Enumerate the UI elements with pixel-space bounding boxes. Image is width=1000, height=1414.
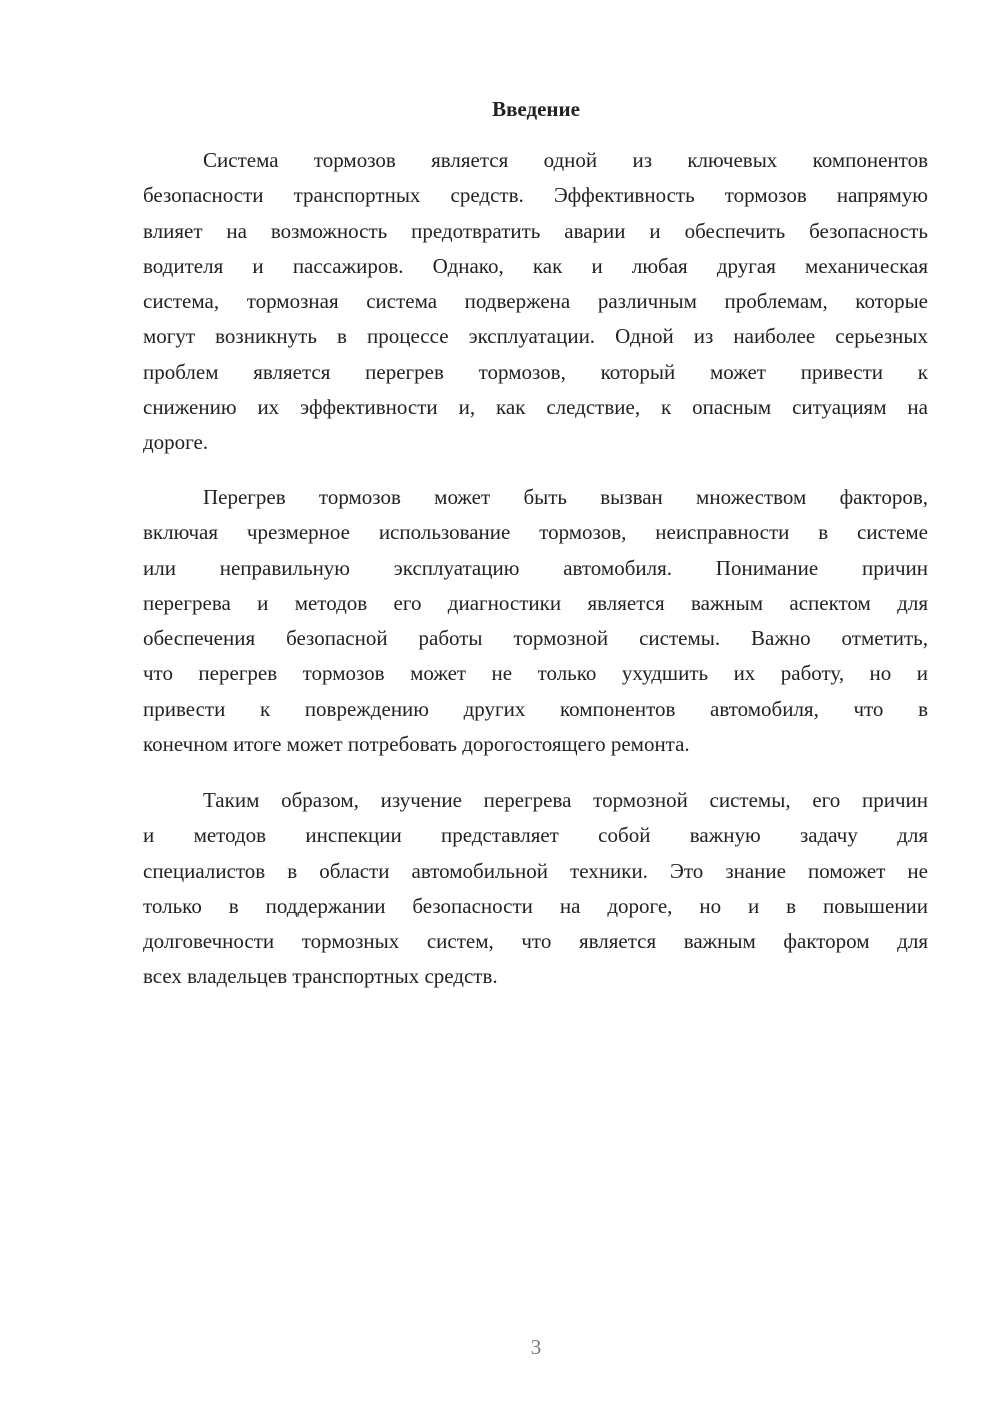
text-line: специалистов в области автомобильной техники. Это знание поможет не: [143, 858, 928, 883]
text-line: могут возникнуть в процессе эксплуатации. Одной из наиболее серьезных: [143, 324, 928, 349]
text-line: или неправильную эксплуатацию автомобиля. Понимание причин: [143, 555, 928, 580]
text-line: Перегрев тормозов может быть вызван множеством факторов,: [203, 485, 928, 509]
text-line: долговечности тормозных систем, что является важным фактором для: [143, 929, 928, 954]
text-line: проблем является перегрев тормозов, который может привести к: [143, 359, 928, 384]
text-line: Таким образом, изучение перегрева тормозной системы, его причин: [203, 788, 928, 812]
page-number: 3: [530, 1335, 542, 1359]
text-line: обеспечения безопасной работы тормозной системы. Важно отметить,: [143, 626, 928, 651]
paragraph-2: [143, 480, 928, 762]
text-line: привести к повреждению других компонентов автомобиля, что в: [143, 696, 928, 721]
paragraph-3: [143, 783, 928, 995]
text-line: только в поддержании безопасности на дороге, но и в повышении: [143, 893, 928, 918]
text-line: снижению их эффективности и, как следствие, к опасным ситуациям на: [143, 395, 928, 420]
section-title: Введение: [492, 97, 580, 121]
text-line: влияет на возможность предотвратить аварии и обеспечить безопасность: [143, 218, 928, 243]
text-line: и методов инспекции представляет собой важную задачу для: [143, 823, 928, 848]
text-line: всех владельцев транспортных средств.: [143, 964, 498, 989]
text-line: система, тормозная система подвержена различным проблемам, которые: [143, 289, 928, 314]
text-line: перегрева и методов его диагностики является важным аспектом для: [143, 590, 928, 615]
text-line: водителя и пассажиров. Однако, как и любая другая механическая: [143, 253, 928, 278]
text-line: конечном итоге может потребовать дорогостоящего ремонта.: [143, 732, 690, 757]
text-line: что перегрев тормозов может не только ухудшить их работу, но и: [143, 661, 928, 686]
text-line: безопасности транспортных средств. Эффективность тормозов напрямую: [143, 183, 928, 208]
text-line: включая чрезмерное использование тормозов, неисправности в системе: [143, 520, 928, 545]
text-line: дороге.: [143, 430, 209, 455]
text-line: Система тормозов является одной из ключевых компонентов: [203, 148, 928, 172]
paragraph-1: [143, 143, 928, 461]
